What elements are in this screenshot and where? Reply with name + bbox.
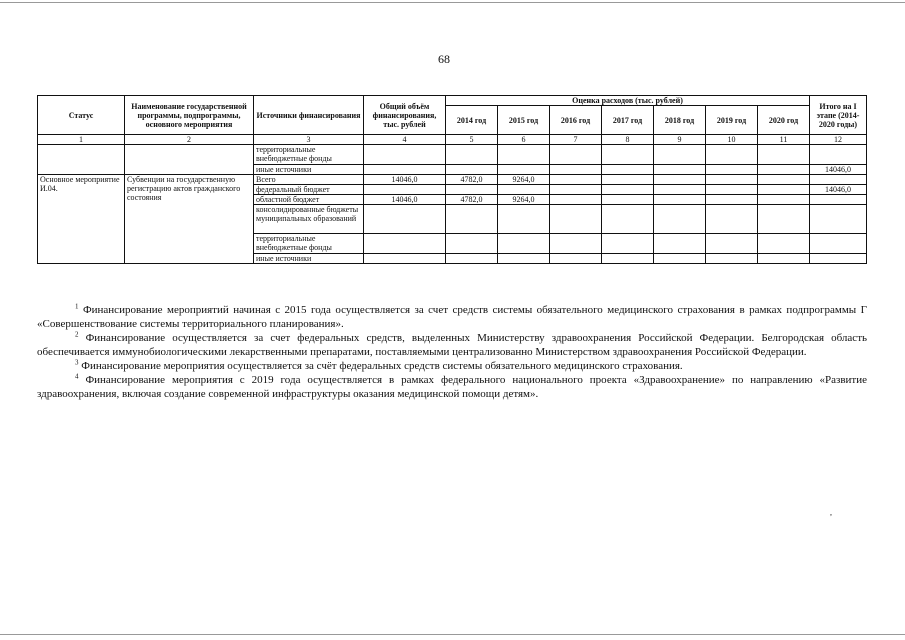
year-cell — [550, 195, 602, 205]
col-num: 12 — [810, 135, 867, 145]
year-cell — [758, 254, 810, 264]
header-stage-total: Итого на I этапе (2014-2020 годы) — [810, 96, 867, 135]
col-num: 9 — [654, 135, 706, 145]
header-year-2016: 2016 год — [550, 106, 602, 135]
year-cell — [706, 195, 758, 205]
footnote-3 — [37, 359, 867, 373]
year-cell — [758, 175, 810, 185]
footnote-text: Финансирование мероприятий начиная с 2015 года осуществляется за счет средств системы обязательного медицинского страхования в рамках подпрограммы Г «Совершенствование системы территориального планирования». — [37, 304, 867, 330]
source-cell: иные источники — [254, 254, 364, 264]
status-cell: Основное мероприятие И.04. — [38, 175, 125, 264]
col-num: 1 — [38, 135, 125, 145]
year-cell — [706, 205, 758, 234]
col-num: 8 — [602, 135, 654, 145]
total-cell: 14046,0 — [364, 175, 446, 185]
year-cell — [550, 205, 602, 234]
year-2015-cell: 9264,0 — [498, 195, 550, 205]
header-row — [38, 96, 867, 106]
year-cell — [758, 195, 810, 205]
total-cell — [364, 185, 446, 195]
year-cell — [706, 175, 758, 185]
scan-speck: , — [830, 508, 832, 517]
col-num: 11 — [758, 135, 810, 145]
source-cell: областной бюджет — [254, 195, 364, 205]
source-cell: территориальные внебюджетные фонды — [254, 145, 364, 165]
year-cell — [706, 185, 758, 195]
footnote-text: Финансирование мероприятия с 2019 года осуществляется в рамках федерального национального проекта «Здравоохранение» по направлению «Развитие здравоохранения, включая создание современной инфраструктуры оказания медицинской помощи детям». — [37, 374, 867, 400]
footnote-2 — [37, 331, 867, 359]
source-cell: территориальные внебюджетные фонды — [254, 234, 364, 254]
col-num: 5 — [446, 135, 498, 145]
table-row — [38, 145, 867, 165]
total-cell — [364, 205, 446, 234]
year-cell — [654, 185, 706, 195]
source-cell: консолидированные бюджеты муниципальных образований — [254, 205, 364, 234]
stage-total-cell — [810, 254, 867, 264]
header-total: Общий объём финансирования, тыс. рублей — [364, 96, 446, 135]
top-border-line — [0, 2, 905, 3]
year-2015-cell — [498, 205, 550, 234]
col-num: 6 — [498, 135, 550, 145]
header-status: Статус — [38, 96, 125, 135]
footnotes — [37, 303, 867, 401]
total-cell — [364, 234, 446, 254]
year-cell — [654, 195, 706, 205]
header-sources: Источники финансирования — [254, 96, 364, 135]
header-year-2015: 2015 год — [498, 106, 550, 135]
year-cell — [654, 175, 706, 185]
header-year-2017: 2017 год — [602, 106, 654, 135]
footnote-mark: 3 — [75, 358, 79, 367]
year-cell — [602, 165, 654, 175]
header-year-2014: 2014 год — [446, 106, 498, 135]
year-cell — [550, 185, 602, 195]
year-cell — [550, 234, 602, 254]
year-2014-cell — [446, 145, 498, 165]
budget-table — [37, 95, 867, 264]
header-name: Наименование государственной программы, подпрограммы, основного мероприятия — [125, 96, 254, 135]
footnote-mark: 4 — [75, 372, 79, 381]
footnote-text: Финансирование осуществляется за счет федеральных средств, выделенных Министерству здравоохранения Российской Федерации. Белгородская область обеспечивается иммунобиологическими лекарственными препаратами, поставляемыми централизованно Министерством здравоохранения Российской Федерации. — [37, 332, 868, 358]
year-2014-cell: 4782,0 — [446, 195, 498, 205]
year-2015-cell — [498, 185, 550, 195]
total-cell — [364, 145, 446, 165]
year-cell — [602, 175, 654, 185]
header-estimate: Оценка расходов (тыс. рублей) — [446, 96, 810, 106]
year-cell — [758, 185, 810, 195]
year-cell — [654, 145, 706, 165]
year-2015-cell — [498, 145, 550, 165]
bottom-border-line — [0, 634, 905, 635]
header-year-2019: 2019 год — [706, 106, 758, 135]
col-num: 10 — [706, 135, 758, 145]
name-cell-empty — [125, 145, 254, 175]
status-cell-empty — [38, 145, 125, 175]
total-cell — [364, 254, 446, 264]
col-num: 3 — [254, 135, 364, 145]
header-year-2020: 2020 год — [758, 106, 810, 135]
year-cell — [758, 205, 810, 234]
year-cell — [758, 234, 810, 254]
year-cell — [602, 254, 654, 264]
year-cell — [758, 145, 810, 165]
year-2015-cell — [498, 254, 550, 264]
footnote-mark: 1 — [75, 302, 79, 311]
year-2014-cell — [446, 165, 498, 175]
year-cell — [550, 254, 602, 264]
year-cell — [706, 165, 758, 175]
year-cell — [654, 205, 706, 234]
year-cell — [654, 254, 706, 264]
stage-total-cell — [810, 175, 867, 185]
table-row — [38, 175, 867, 185]
year-cell — [706, 145, 758, 165]
year-2015-cell: 9264,0 — [498, 175, 550, 185]
column-number-row — [38, 135, 867, 145]
name-cell: Субвенции на государственную регистрацию актов гражданского состояния — [125, 175, 254, 264]
col-num: 7 — [550, 135, 602, 145]
footnote-1 — [37, 303, 867, 331]
source-cell: федеральный бюджет — [254, 185, 364, 195]
stage-total-cell: 14046,0 — [810, 165, 867, 175]
year-2015-cell — [498, 234, 550, 254]
year-2014-cell — [446, 185, 498, 195]
year-cell — [550, 165, 602, 175]
year-2014-cell — [446, 254, 498, 264]
col-num: 4 — [364, 135, 446, 145]
footnote-4 — [37, 373, 867, 401]
page-number: 68 — [438, 52, 450, 66]
stage-total-cell — [810, 195, 867, 205]
footnote-text: Финансирование мероприятия осуществляется за счёт федеральных средств системы обязательного медицинского страхования. — [81, 360, 683, 372]
year-cell — [602, 195, 654, 205]
year-cell — [706, 234, 758, 254]
year-cell — [550, 175, 602, 185]
total-cell: 14046,0 — [364, 195, 446, 205]
header-year-2018: 2018 год — [654, 106, 706, 135]
year-cell — [602, 234, 654, 254]
year-cell — [602, 205, 654, 234]
year-2015-cell — [498, 165, 550, 175]
year-cell — [654, 165, 706, 175]
year-2014-cell — [446, 205, 498, 234]
col-num: 2 — [125, 135, 254, 145]
year-cell — [706, 254, 758, 264]
total-cell — [364, 165, 446, 175]
year-cell — [654, 234, 706, 254]
footnote-mark: 2 — [75, 330, 79, 339]
year-cell — [602, 185, 654, 195]
year-2014-cell: 4782,0 — [446, 175, 498, 185]
stage-total-cell — [810, 205, 867, 234]
stage-total-cell: 14046,0 — [810, 185, 867, 195]
year-cell — [758, 165, 810, 175]
source-cell: иные источники — [254, 165, 364, 175]
year-cell — [602, 145, 654, 165]
stage-total-cell — [810, 145, 867, 165]
year-cell — [550, 145, 602, 165]
source-cell: Всего — [254, 175, 364, 185]
year-2014-cell — [446, 234, 498, 254]
stage-total-cell — [810, 234, 867, 254]
